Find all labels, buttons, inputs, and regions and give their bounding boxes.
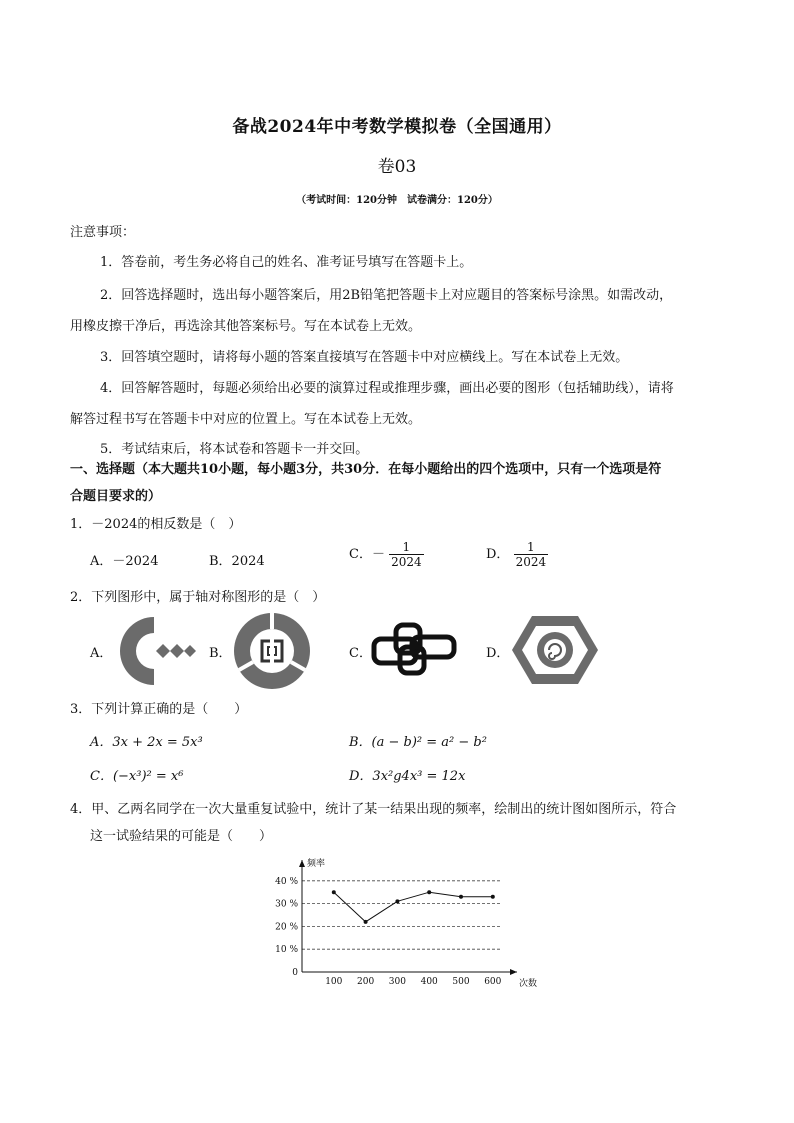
q3-option-d[interactable]: D．3x²g4x³ = 12x [349,769,466,784]
hexagon-spiral-figure[interactable] [510,612,600,688]
q1-option-c[interactable] [349,540,424,569]
x-tick-label: 500 [452,977,470,987]
notice-item: 解答过程书写在答题卡中对应的位置上。写在本试卷上无效。 [70,412,422,427]
x-axis-label: 次数 [519,979,538,989]
q2-option-a-label[interactable]: A． [90,646,113,661]
q1-option-c-fraction [389,540,424,569]
y-tick-label: 30 % [275,899,298,910]
q1-option-d-fraction [514,540,549,569]
notice-item: 1．答卷前，考生务必将自己的姓名、准考证号填写在答题卡上。 [100,255,473,270]
data-point [459,895,463,899]
fraction-numerator: 1 [402,540,411,554]
x-tick-label: 300 [388,977,406,987]
notice-item: 3．回答填空题时，请将每小题的答案直接填写在答题卡中对应横线上。写在本试卷上无效。 [100,350,629,365]
question-4-stem: 4．甲、乙两名同学在一次大量重复试验中，统计了某一结果出现的频率，绘制出的统计图如图所示，符合 [70,802,677,817]
notice-heading: 注意事项： [70,225,136,240]
question-4-stem-cont: 这一试验结果的可能是（ ） [90,829,273,844]
q3-option-c[interactable]: C．(−x³)² = x⁶ [90,769,184,784]
fraction-numerator: 1 [527,540,535,554]
y-tick-label: 40 % [275,876,298,887]
data-point [395,899,399,903]
exam-info: （考试时间：120分钟 试卷满分：120分） [296,195,498,206]
notice-item: 4．回答解答题时，每题必须给出必要的演算过程或推理步骤，画出必要的图形（包括辅助线），请将 [100,381,674,396]
x-tick-label: 200 [357,977,375,987]
page-subtitle: 卷03 [377,157,417,177]
section-heading-cont: 合题目要求的） [70,489,162,504]
notice-item: 5．考试结束后，将本试卷和答题卡一并交回。 [100,442,369,457]
frequency-line-chart [265,852,545,992]
question-3-stem: 3．下列计算正确的是（ ） [70,702,248,717]
data-point [491,895,495,899]
notice-item: 用橡皮擦干净后，再选涂其他答案标号。写在本试卷上无效。 [70,319,422,334]
c-shape-figure[interactable] [114,613,196,689]
fraction-denominator: 2024 [391,555,422,569]
section-heading: 一、选择题（本大题共10小题，每小题3分，共30分．在每小题给出的四个选项中，只有一个选项是符 [70,462,662,477]
q1-option-d-label: D． [486,547,510,562]
data-point [427,890,431,894]
interlocking-links-figure[interactable] [370,621,458,677]
x-tick-label: 400 [420,977,438,987]
series-line [334,892,493,922]
y-tick-label: 10 % [275,945,298,956]
y-axis-arrow [299,860,305,867]
q2-option-c-label[interactable]: C． [349,646,372,661]
page-title: 备战2024年中考数学模拟卷（全国通用） [232,117,562,137]
notice-item: 2．回答选择题时，选出每小题答案后，用2B铅笔把答题卡上对应题目的答案标号涂黑。如需改动， [100,288,673,303]
y-axis-label: 频率 [307,859,326,869]
q2-option-b-label[interactable]: B． [209,646,232,661]
fraction-denominator: 2024 [515,555,547,569]
q1-option-d[interactable] [486,540,548,569]
segmented-ring-figure[interactable] [231,611,313,691]
question-1-stem: 1．－2024的相反数是（ ） [70,517,242,532]
y-tick-label: 20 % [275,922,298,933]
x-tick-label: 100 [325,977,343,987]
q3-option-b[interactable]: B．(a − b)² = a² − b² [349,735,487,750]
q2-option-d-label[interactable]: D． [486,646,510,661]
q1-option-b[interactable]: B．2024 [209,554,265,569]
y-tick-label: 0 [292,968,298,978]
x-tick-label: 600 [484,977,502,987]
x-axis-arrow [510,969,517,975]
q3-option-a[interactable]: A．3x + 2x = 5x³ [90,735,203,750]
question-2-stem: 2．下列图形中，属于轴对称图形的是（ ） [70,590,326,605]
data-point [332,890,336,894]
data-point [364,920,368,924]
q1-option-c-label: C．－ [349,547,385,562]
q1-option-a[interactable]: A．－2024 [90,554,159,569]
